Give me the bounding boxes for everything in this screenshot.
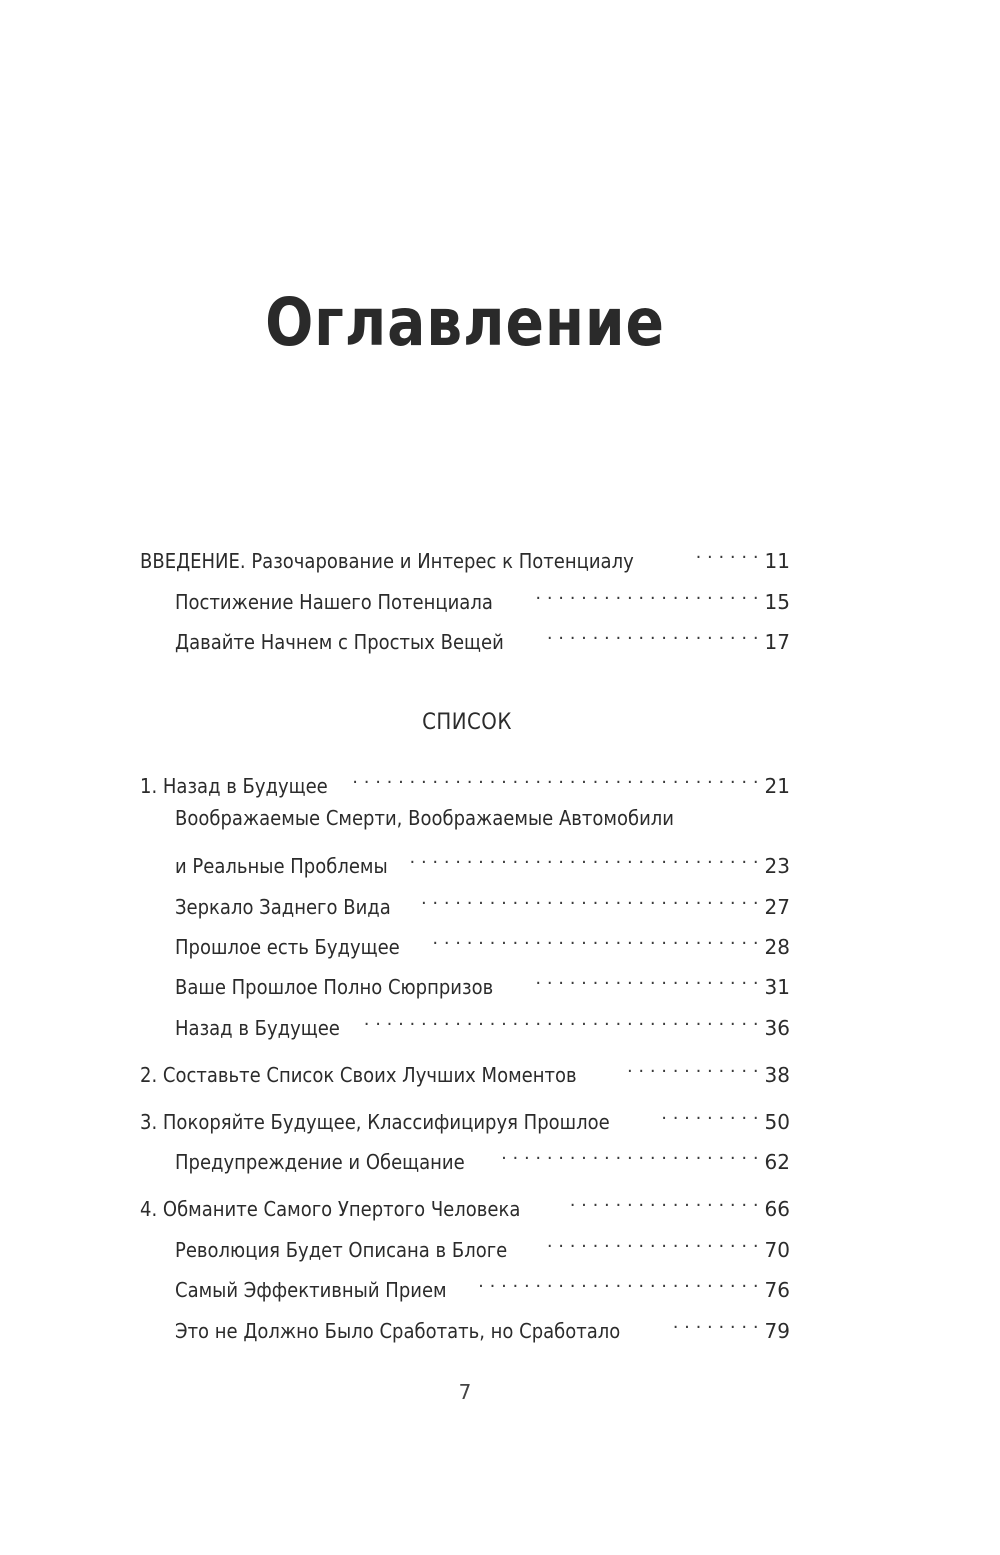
dot-leader xyxy=(497,1139,759,1169)
toc-entry-intro-sub1 xyxy=(175,579,790,614)
page-title: Оглавление xyxy=(265,284,665,361)
toc-page-number: 76 xyxy=(764,1278,790,1302)
toc-page-number: 66 xyxy=(764,1197,790,1221)
dot-leader xyxy=(529,964,759,994)
toc-entry-chapter4-sub3 xyxy=(175,1308,790,1343)
toc-entry-chapter4-sub2 xyxy=(175,1267,790,1302)
dot-leader xyxy=(415,884,759,914)
toc-entry-intro-sub2 xyxy=(175,619,790,654)
dot-leader xyxy=(411,843,758,873)
dot-leader xyxy=(540,619,758,649)
toc-page-number: 11 xyxy=(764,549,790,573)
toc-entry-title: Зеркало Заднего Вида xyxy=(175,895,391,919)
toc-page-number: 50 xyxy=(764,1110,790,1134)
toc-entry-chapter1-sub3 xyxy=(175,924,790,959)
toc-page-number: 23 xyxy=(764,854,790,878)
toc-page-number: 15 xyxy=(764,590,790,614)
toc-entry-chapter1-sub1-line1: Воображаемые Смерти, Воображаемые Автомобили xyxy=(175,806,674,830)
toc-entry-title: Революция Будет Описана в Блоге xyxy=(175,1238,508,1262)
toc-page-number: 28 xyxy=(764,935,790,959)
toc-entry-title: Назад в Будущее xyxy=(175,1016,340,1040)
page-number: 7 xyxy=(458,1380,472,1404)
toc-entry-chapter4-sub1 xyxy=(175,1227,790,1262)
toc-entry-chapter4 xyxy=(140,1186,790,1221)
dot-leader xyxy=(528,579,758,609)
toc-entry-title: Предупреждение и Обещание xyxy=(175,1150,465,1174)
toc-page-number: 27 xyxy=(764,895,790,919)
dot-leader xyxy=(477,1267,759,1297)
toc-page-number: 17 xyxy=(764,630,790,654)
toc-entry-chapter2 xyxy=(140,1052,790,1087)
toc-entry-chapter1-sub1 xyxy=(175,843,790,878)
toc-entry-chapter1-sub4 xyxy=(175,964,790,999)
toc-entry-title: 2. Составьте Список Своих Лучших Моментов xyxy=(140,1063,577,1087)
toc-entry-title: ВВЕДЕНИЕ. Разочарование и Интерес к Потенциалу xyxy=(140,549,634,573)
section-heading: СПИСОК xyxy=(422,710,512,735)
toc-entry-chapter3-sub1 xyxy=(175,1139,790,1174)
dot-leader xyxy=(670,1308,759,1338)
toc-entry-chapter1-sub2 xyxy=(175,884,790,919)
toc-page-number: 38 xyxy=(764,1063,790,1087)
dot-leader xyxy=(358,1005,758,1035)
dot-leader xyxy=(662,1099,759,1129)
toc-entry-title: Это не Должно Было Сработать, но Сработало xyxy=(175,1319,621,1343)
dot-leader xyxy=(625,1052,758,1082)
toc-page-number: 31 xyxy=(764,975,790,999)
dot-leader xyxy=(544,1227,758,1257)
dot-leader xyxy=(425,924,759,954)
toc-entry-intro xyxy=(140,538,790,573)
dot-leader xyxy=(563,1186,759,1216)
toc-entry-title: 4. Обманите Самого Упертого Человека xyxy=(140,1197,521,1221)
toc-page-number: 79 xyxy=(764,1319,790,1343)
toc-page-number: 62 xyxy=(764,1150,790,1174)
toc-entry-title: Ваше Прошлое Полно Сюрпризов xyxy=(175,975,494,999)
toc-entry-chapter3 xyxy=(140,1099,790,1134)
toc-entry-title: Давайте Начнем с Простых Вещей xyxy=(175,630,504,654)
toc-entry-title: 1. Назад в Будущее xyxy=(140,774,328,798)
toc-entry-title: 3. Покоряйте Будущее, Классифицируя Прошлое xyxy=(140,1110,610,1134)
toc-page-number: 70 xyxy=(764,1238,790,1262)
dot-leader xyxy=(349,763,759,793)
toc-entry-chapter1-sub5 xyxy=(175,1005,790,1040)
toc-entry-title: и Реальные Проблемы xyxy=(175,854,388,878)
toc-page-number: 36 xyxy=(764,1016,790,1040)
toc-entry-title: Прошлое есть Будущее xyxy=(175,935,400,959)
toc-page-number: 21 xyxy=(764,774,790,798)
toc-entry-title: Самый Эффективный Прием xyxy=(175,1278,447,1302)
toc-entry-title: Постижение Нашего Потенциала xyxy=(175,590,493,614)
dot-leader xyxy=(689,538,759,568)
toc-entry-chapter1 xyxy=(140,763,790,798)
